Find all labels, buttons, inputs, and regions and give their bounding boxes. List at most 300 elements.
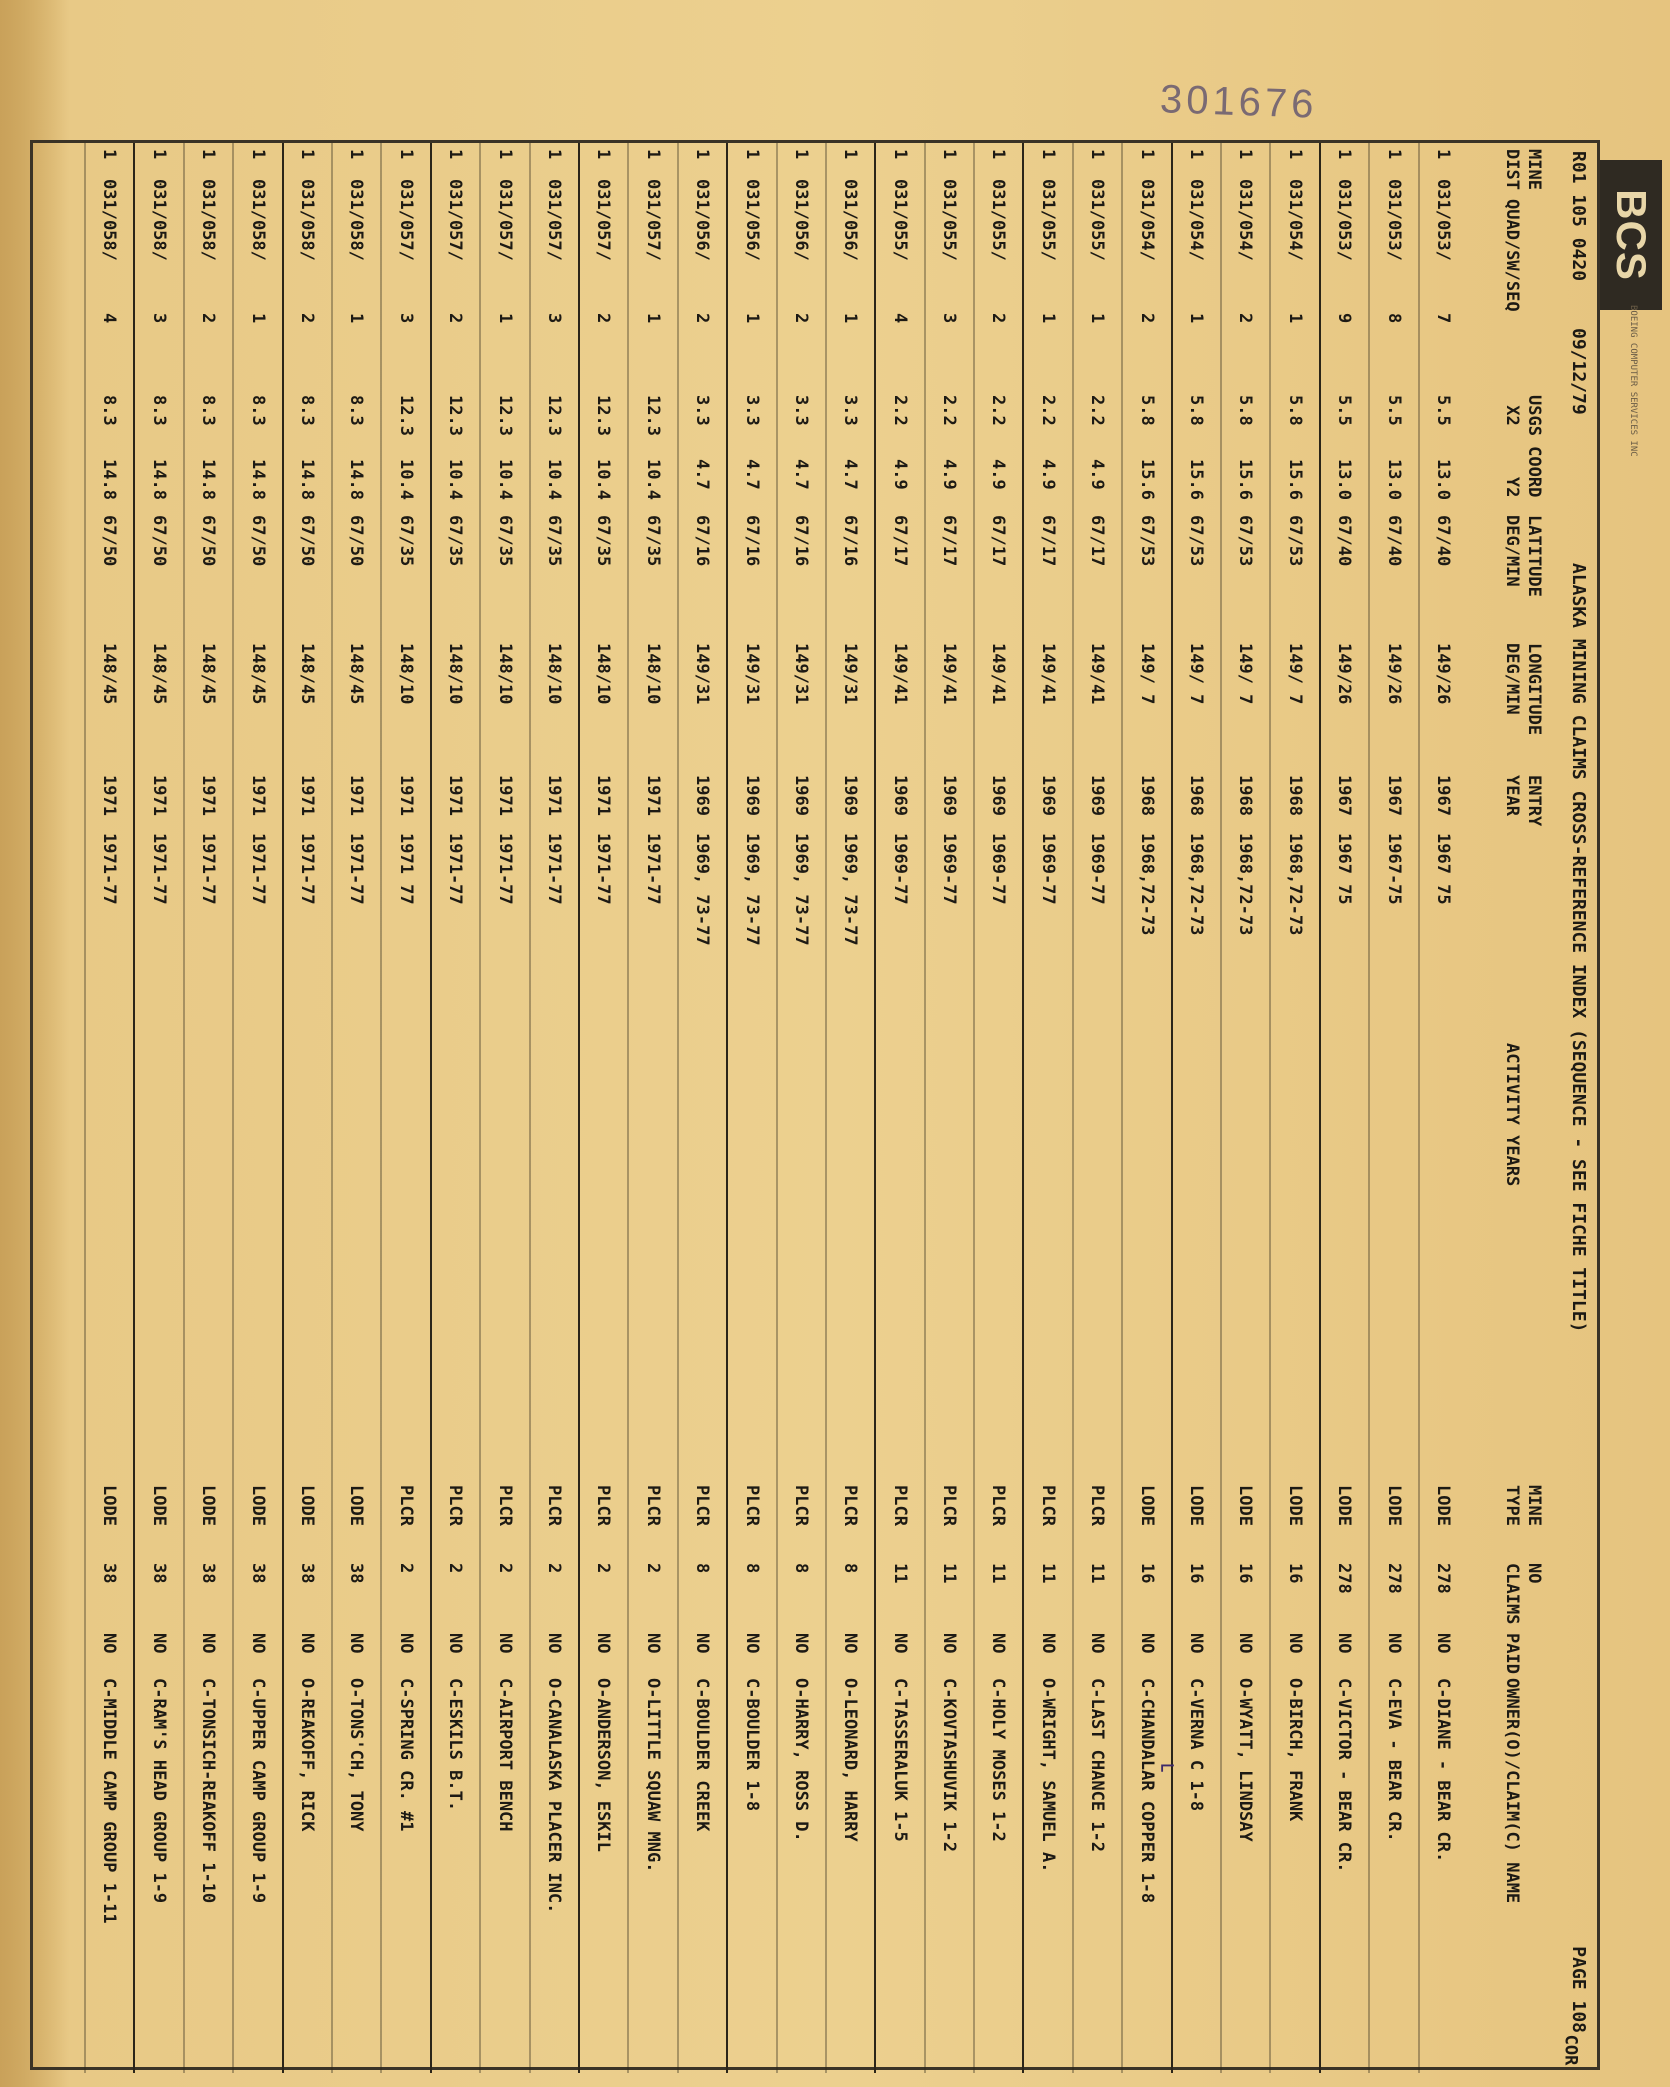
cell-sw: 1 bbox=[1087, 313, 1108, 324]
cell-y2: 14.8 bbox=[346, 459, 367, 500]
cell-owner: C-ESKILS B.T. bbox=[445, 1678, 466, 1812]
cell-y2: 14.8 bbox=[297, 459, 318, 500]
cell-quad: 031/057/ bbox=[445, 179, 466, 261]
cell-owner: C-VICTOR - BEAR CR. bbox=[1334, 1678, 1355, 1873]
table-row bbox=[183, 143, 232, 2073]
bcs-logo bbox=[1600, 160, 1662, 310]
cell-type: PLCR bbox=[494, 1485, 515, 1526]
cell-paid: NO bbox=[692, 1633, 713, 1654]
cell-x2: 3.3 bbox=[840, 395, 861, 426]
cell-y2: 10.4 bbox=[494, 459, 515, 500]
cell-entry: 1969 bbox=[840, 775, 861, 816]
cell-quad: 031/058/ bbox=[346, 179, 367, 261]
page-indicator bbox=[1568, 1946, 1589, 2033]
cell-quad: 031/054/ bbox=[1235, 179, 1256, 261]
cell-x2: 8.3 bbox=[346, 395, 367, 426]
cell-y2: 10.4 bbox=[445, 459, 466, 500]
cell-y2: 10.4 bbox=[593, 459, 614, 500]
cell-owner: C-CHANDALAR COPPER 1-8 bbox=[1136, 1678, 1157, 1904]
cell-y2: 15.6 bbox=[1235, 459, 1256, 500]
cell-x2: 8.3 bbox=[198, 395, 219, 426]
cell-y2: 14.8 bbox=[247, 459, 268, 500]
cell-quad: 031/057/ bbox=[642, 179, 663, 261]
cell-y2: 14.8 bbox=[99, 459, 120, 500]
cell-quad: 031/054/ bbox=[1284, 179, 1305, 261]
cell-activity: 1971-77 bbox=[445, 833, 466, 905]
cell-type: PLCR bbox=[445, 1485, 466, 1526]
cell-x2: 8.3 bbox=[148, 395, 169, 426]
cell-x2: 12.3 bbox=[642, 395, 663, 436]
cell-entry: 1971 bbox=[395, 775, 416, 816]
cell-entry: 1971 bbox=[247, 775, 268, 816]
cell-lon: 149/31 bbox=[790, 643, 811, 705]
cell-paid: NO bbox=[99, 1633, 120, 1654]
cell-entry: 1968 bbox=[1284, 775, 1305, 816]
cell-owner: C-DIANE - BEAR CR. bbox=[1433, 1678, 1453, 1863]
cell-type: PLCR bbox=[988, 1485, 1009, 1526]
cell-y2: 15.6 bbox=[1136, 459, 1157, 500]
cell-entry: 1967 bbox=[1383, 775, 1404, 816]
cell-owner: C-EVA - BEAR CR. bbox=[1383, 1678, 1404, 1842]
cell-y2: 4.9 bbox=[939, 459, 960, 490]
cell-x2: 3.3 bbox=[741, 395, 762, 426]
cell-lat: 67/35 bbox=[642, 515, 663, 567]
cell-sw: 1 bbox=[346, 313, 367, 324]
cell-owner: O-CANALASKA PLACER INC. bbox=[543, 1678, 564, 1914]
cell-paid: NO bbox=[1037, 1633, 1058, 1654]
cell-dist: 1 bbox=[939, 149, 960, 160]
cell-lon: 148/45 bbox=[247, 643, 268, 705]
cell-lon: 149/31 bbox=[741, 643, 762, 705]
cell-owner: O-WYATT, LINDSAY bbox=[1235, 1678, 1256, 1842]
cell-claims: 38 bbox=[346, 1563, 367, 1584]
cell-paid: NO bbox=[346, 1633, 367, 1654]
cell-x2: 2.2 bbox=[1087, 395, 1108, 426]
cell-type: PLCR bbox=[642, 1485, 663, 1526]
cell-type: LODE bbox=[99, 1485, 120, 1526]
cell-claims: 2 bbox=[593, 1563, 614, 1574]
cell-lat: 67/17 bbox=[889, 515, 910, 567]
table-row bbox=[133, 143, 182, 2073]
cell-type: PLCR bbox=[1087, 1485, 1108, 1526]
claims-table bbox=[84, 143, 1467, 2073]
cell-sw: 1 bbox=[1037, 313, 1058, 324]
cell-lat: 67/35 bbox=[395, 515, 416, 567]
report-header bbox=[1475, 143, 1603, 2073]
cell-entry: 1969 bbox=[741, 775, 762, 816]
cell-lat: 67/50 bbox=[148, 515, 169, 567]
cell-lat: 67/40 bbox=[1334, 515, 1355, 567]
cell-type: LODE bbox=[1433, 1485, 1453, 1526]
cell-quad: 031/055/ bbox=[939, 179, 960, 261]
cell-entry: 1968 bbox=[1136, 775, 1157, 816]
cell-lon: 148/10 bbox=[642, 643, 663, 705]
col-quad: QUAD/SW/SEQ bbox=[1502, 199, 1522, 312]
cell-lat: 67/50 bbox=[297, 515, 318, 567]
cell-paid: NO bbox=[988, 1633, 1009, 1654]
cell-lat: 67/40 bbox=[1383, 515, 1404, 567]
cell-x2: 5.8 bbox=[1186, 395, 1207, 426]
cell-quad: 031/057/ bbox=[543, 179, 564, 261]
col-claims: NO CLAIMS bbox=[1502, 1563, 1544, 1625]
cell-quad: 031/055/ bbox=[988, 179, 1009, 261]
cell-activity: 1967 75 bbox=[1433, 833, 1453, 905]
cell-owner: C-TONSICH-REAKOFF 1-10 bbox=[198, 1678, 219, 1904]
cell-lat: 67/35 bbox=[494, 515, 515, 567]
cell-type: LODE bbox=[1334, 1485, 1355, 1526]
cell-type: PLCR bbox=[1037, 1485, 1058, 1526]
cell-dist: 1 bbox=[198, 149, 219, 160]
cell-quad: 031/055/ bbox=[889, 179, 910, 261]
table-row bbox=[1319, 143, 1368, 2073]
cell-activity: 1968,72-73 bbox=[1235, 833, 1256, 936]
cell-entry: 1971 bbox=[642, 775, 663, 816]
cell-activity: 1971 77 bbox=[395, 833, 416, 905]
cell-entry: 1971 bbox=[445, 775, 466, 816]
cell-claims: 11 bbox=[988, 1563, 1009, 1584]
cell-quad: 031/053/ bbox=[1383, 179, 1404, 261]
cell-x2: 5.8 bbox=[1284, 395, 1305, 426]
cell-dist: 1 bbox=[1433, 149, 1453, 160]
table-row bbox=[825, 143, 874, 2073]
cell-lon: 149/26 bbox=[1334, 643, 1355, 705]
cell-dist: 1 bbox=[445, 149, 466, 160]
cell-entry: 1971 bbox=[543, 775, 564, 816]
cell-quad: 031/053/ bbox=[1433, 179, 1453, 261]
cell-entry: 1969 bbox=[1087, 775, 1108, 816]
cell-entry: 1971 bbox=[346, 775, 367, 816]
cell-entry: 1971 bbox=[198, 775, 219, 816]
cell-entry: 1969 bbox=[889, 775, 910, 816]
cell-paid: NO bbox=[1087, 1633, 1108, 1654]
cell-lat: 67/17 bbox=[939, 515, 960, 567]
cell-y2: 4.9 bbox=[988, 459, 1009, 490]
table-row bbox=[924, 143, 973, 2073]
cell-owner: C-KOVTASHUVIK 1-2 bbox=[939, 1678, 960, 1852]
cell-sw: 2 bbox=[1136, 313, 1157, 324]
cell-claims: 8 bbox=[692, 1563, 713, 1574]
col-type: MINE TYPE bbox=[1502, 1485, 1544, 1526]
cell-y2: 4.9 bbox=[1037, 459, 1058, 490]
cell-paid: NO bbox=[1186, 1633, 1207, 1654]
table-row bbox=[430, 143, 479, 2073]
cell-entry: 1969 bbox=[988, 775, 1009, 816]
cell-lat: 67/16 bbox=[741, 515, 762, 567]
cell-sw: 3 bbox=[395, 313, 416, 324]
cell-sw: 2 bbox=[445, 313, 466, 324]
cell-dist: 1 bbox=[1383, 149, 1404, 160]
cell-lat: 67/50 bbox=[346, 515, 367, 567]
cell-lon: 149/41 bbox=[988, 643, 1009, 705]
table-row bbox=[529, 143, 578, 2073]
cell-x2: 3.3 bbox=[692, 395, 713, 426]
cell-quad: 031/058/ bbox=[148, 179, 169, 261]
report-date: 09/12/79 bbox=[1568, 328, 1589, 415]
cell-lat: 67/35 bbox=[445, 515, 466, 567]
cell-dist: 1 bbox=[1136, 149, 1157, 160]
cell-quad: 031/054/ bbox=[1186, 179, 1207, 261]
col-entry: ENTRY YEAR bbox=[1502, 775, 1544, 827]
cell-activity: 1969, 73-77 bbox=[741, 833, 762, 946]
cell-paid: NO bbox=[1334, 1633, 1355, 1654]
cell-paid: NO bbox=[741, 1633, 762, 1654]
cell-activity: 1971-77 bbox=[593, 833, 614, 905]
cell-lon: 148/45 bbox=[148, 643, 169, 705]
table-row bbox=[1121, 143, 1170, 2073]
cell-dist: 1 bbox=[494, 149, 515, 160]
cell-x2: 12.3 bbox=[543, 395, 564, 436]
cell-activity: 1967 75 bbox=[1334, 833, 1355, 905]
cell-x2: 12.3 bbox=[395, 395, 416, 436]
cell-type: PLCR bbox=[889, 1485, 910, 1526]
cell-sw: 2 bbox=[790, 313, 811, 324]
cell-paid: NO bbox=[1383, 1633, 1404, 1654]
cell-quad: 031/056/ bbox=[790, 179, 811, 261]
table-row bbox=[776, 143, 825, 2073]
cell-activity: 1967-75 bbox=[1383, 833, 1404, 905]
cell-paid: NO bbox=[1284, 1633, 1305, 1654]
cell-lon: 148/10 bbox=[395, 643, 416, 705]
cell-activity: 1969-77 bbox=[889, 833, 910, 905]
cell-y2: 4.7 bbox=[692, 459, 713, 490]
table-row bbox=[1269, 143, 1318, 2073]
cell-claims: 11 bbox=[889, 1563, 910, 1584]
col-lon: LONGITUDE DEG/MIN bbox=[1502, 643, 1544, 736]
cell-claims: 2 bbox=[445, 1563, 466, 1574]
cell-dist: 1 bbox=[297, 149, 318, 160]
cell-lon: 148/10 bbox=[494, 643, 515, 705]
cell-activity: 1969, 73-77 bbox=[790, 833, 811, 946]
cell-paid: NO bbox=[395, 1633, 416, 1654]
cell-dist: 1 bbox=[543, 149, 564, 160]
cell-activity: 1969-77 bbox=[988, 833, 1009, 905]
cell-claims: 278 bbox=[1433, 1563, 1453, 1594]
cell-type: PLCR bbox=[593, 1485, 614, 1526]
cell-sw: 1 bbox=[642, 313, 663, 324]
cell-lat: 67/50 bbox=[99, 515, 120, 567]
cell-lon: 149/41 bbox=[939, 643, 960, 705]
cell-claims: 11 bbox=[1087, 1563, 1108, 1584]
report-id: R01 105 0420 bbox=[1568, 151, 1589, 282]
cell-claims: 38 bbox=[247, 1563, 268, 1584]
cell-sw: 2 bbox=[1235, 313, 1256, 324]
cell-entry: 1969 bbox=[939, 775, 960, 816]
cell-x2: 5.5 bbox=[1334, 395, 1355, 426]
cell-paid: NO bbox=[642, 1633, 663, 1654]
cell-sw: 2 bbox=[297, 313, 318, 324]
cell-paid: NO bbox=[840, 1633, 861, 1654]
cell-lat: 67/35 bbox=[543, 515, 564, 567]
cell-sw: 7 bbox=[1433, 313, 1453, 324]
cell-owner: O-LITTLE SQUAW MNG. bbox=[642, 1678, 663, 1873]
cell-y2: 10.4 bbox=[543, 459, 564, 500]
cell-claims: 11 bbox=[1037, 1563, 1058, 1584]
cell-x2: 5.8 bbox=[1235, 395, 1256, 426]
cell-y2: 13.0 bbox=[1334, 459, 1355, 500]
cell-y2: 14.8 bbox=[148, 459, 169, 500]
cell-claims: 2 bbox=[395, 1563, 416, 1574]
cell-activity: 1971-77 bbox=[99, 833, 120, 905]
cell-lat: 67/50 bbox=[198, 515, 219, 567]
cell-claims: 16 bbox=[1235, 1563, 1256, 1584]
cell-type: LODE bbox=[148, 1485, 169, 1526]
col-lat: LATITUDE DEG/MIN bbox=[1502, 515, 1544, 597]
cell-lat: 67/16 bbox=[692, 515, 713, 567]
table-row bbox=[874, 143, 923, 2073]
cell-x2: 3.3 bbox=[790, 395, 811, 426]
cell-sw: 9 bbox=[1334, 313, 1355, 324]
cell-claims: 16 bbox=[1186, 1563, 1207, 1584]
cell-activity: 1968,72-73 bbox=[1284, 833, 1305, 936]
cell-type: PLCR bbox=[395, 1485, 416, 1526]
cell-activity: 1971-77 bbox=[543, 833, 564, 905]
cell-dist: 1 bbox=[1284, 149, 1305, 160]
col-paid: PAID bbox=[1502, 1633, 1522, 1674]
cell-lat: 67/53 bbox=[1284, 515, 1305, 567]
cell-sw: 8 bbox=[1383, 313, 1404, 324]
cell-dist: 1 bbox=[148, 149, 169, 160]
cell-quad: 031/055/ bbox=[1037, 179, 1058, 261]
cell-y2: 4.7 bbox=[840, 459, 861, 490]
cell-dist: 1 bbox=[1235, 149, 1256, 160]
cell-owner: C-AIRPORT BENCH bbox=[494, 1678, 515, 1832]
cell-lat: 67/16 bbox=[790, 515, 811, 567]
cell-paid: NO bbox=[593, 1633, 614, 1654]
cell-lon: 149/ 7 bbox=[1136, 643, 1157, 705]
cell-dist: 1 bbox=[889, 149, 910, 160]
cell-sw: 3 bbox=[939, 313, 960, 324]
cell-sw: 1 bbox=[840, 313, 861, 324]
cell-dist: 1 bbox=[346, 149, 367, 160]
col-usgs: USGS COORD X2 Y2 bbox=[1502, 395, 1544, 498]
cell-claims: 11 bbox=[939, 1563, 960, 1584]
cell-owner: O-WRIGHT, SAMUEL A. bbox=[1037, 1678, 1058, 1873]
cell-paid: NO bbox=[1136, 1633, 1157, 1654]
cell-paid: NO bbox=[148, 1633, 169, 1654]
cell-owner: O-HARRY, ROSS D. bbox=[790, 1678, 811, 1842]
cell-paid: NO bbox=[297, 1633, 318, 1654]
cell-activity: 1968,72-73 bbox=[1186, 833, 1207, 936]
cell-x2: 5.5 bbox=[1383, 395, 1404, 426]
cell-lon: 149/ 7 bbox=[1235, 643, 1256, 705]
cell-quad: 031/058/ bbox=[297, 179, 318, 261]
cell-activity: 1971-77 bbox=[247, 833, 268, 905]
cell-x2: 2.2 bbox=[939, 395, 960, 426]
cell-type: LODE bbox=[1235, 1485, 1256, 1526]
stamp-number: 301676 bbox=[1159, 77, 1319, 127]
cell-sw: 2 bbox=[198, 313, 219, 324]
cell-x2: 2.2 bbox=[1037, 395, 1058, 426]
cell-claims: 2 bbox=[642, 1563, 663, 1574]
cell-lon: 149/41 bbox=[1087, 643, 1108, 705]
cell-quad: 031/056/ bbox=[692, 179, 713, 261]
cell-entry: 1968 bbox=[1186, 775, 1207, 816]
cell-owner: O-TONS'CH, TONY bbox=[346, 1678, 367, 1832]
cell-sw: 1 bbox=[1284, 313, 1305, 324]
rotated-report bbox=[33, 143, 1603, 2073]
cell-owner: C-TASSERALUK 1-5 bbox=[889, 1678, 910, 1842]
cell-type: PLCR bbox=[741, 1485, 762, 1526]
cell-entry: 1969 bbox=[692, 775, 713, 816]
cell-dist: 1 bbox=[99, 149, 120, 160]
cell-y2: 15.6 bbox=[1186, 459, 1207, 500]
cell-type: LODE bbox=[1383, 1485, 1404, 1526]
table-row bbox=[282, 143, 331, 2073]
cell-claims: 38 bbox=[198, 1563, 219, 1584]
table-row bbox=[726, 143, 775, 2073]
cell-owner: O-BIRCH, FRANK bbox=[1284, 1678, 1305, 1822]
cell-y2: 10.4 bbox=[395, 459, 416, 500]
cell-entry: 1969 bbox=[790, 775, 811, 816]
table-row bbox=[84, 143, 133, 2073]
cell-quad: 031/057/ bbox=[593, 179, 614, 261]
cell-claims: 8 bbox=[741, 1563, 762, 1574]
cell-lat: 67/17 bbox=[1037, 515, 1058, 567]
cell-x2: 2.2 bbox=[889, 395, 910, 426]
cell-dist: 1 bbox=[790, 149, 811, 160]
cell-dist: 1 bbox=[741, 149, 762, 160]
cell-lat: 67/50 bbox=[247, 515, 268, 567]
cell-type: PLCR bbox=[692, 1485, 713, 1526]
cell-lat: 67/53 bbox=[1235, 515, 1256, 567]
cell-claims: 38 bbox=[148, 1563, 169, 1584]
cell-lat: 67/53 bbox=[1186, 515, 1207, 567]
cell-y2: 10.4 bbox=[642, 459, 663, 500]
cell-x2: 2.2 bbox=[988, 395, 1009, 426]
table-row bbox=[1220, 143, 1269, 2073]
cell-sw: 2 bbox=[988, 313, 1009, 324]
cell-quad: 031/056/ bbox=[741, 179, 762, 261]
cell-lon: 148/10 bbox=[593, 643, 614, 705]
cell-claims: 38 bbox=[99, 1563, 120, 1584]
cell-type: PLCR bbox=[939, 1485, 960, 1526]
cell-paid: NO bbox=[198, 1633, 219, 1654]
cell-activity: 1969, 73-77 bbox=[840, 833, 861, 946]
cell-lon: 149/41 bbox=[889, 643, 910, 705]
cell-dist: 1 bbox=[247, 149, 268, 160]
cell-activity: 1971-77 bbox=[148, 833, 169, 905]
cell-activity: 1971-77 bbox=[346, 833, 367, 905]
cell-quad: 031/058/ bbox=[99, 179, 120, 261]
cell-entry: 1971 bbox=[99, 775, 120, 816]
cell-sw: 1 bbox=[1186, 313, 1207, 324]
cell-dist: 1 bbox=[1334, 149, 1355, 160]
col-owner: OWNER(O)/CLAIM(C) NAME bbox=[1502, 1678, 1522, 1904]
page-label: PAGE bbox=[1568, 1946, 1589, 1990]
cell-entry: 1971 bbox=[148, 775, 169, 816]
cell-paid: NO bbox=[445, 1633, 466, 1654]
cell-dist: 1 bbox=[988, 149, 1009, 160]
cell-dist: 1 bbox=[593, 149, 614, 160]
cell-quad: 031/057/ bbox=[494, 179, 515, 261]
cell-paid: NO bbox=[543, 1633, 564, 1654]
cell-type: LODE bbox=[297, 1485, 318, 1526]
cell-x2: 5.5 bbox=[1433, 395, 1453, 426]
cell-lat: 67/17 bbox=[1087, 515, 1108, 567]
cell-y2: 13.0 bbox=[1433, 459, 1453, 500]
cell-x2: 12.3 bbox=[494, 395, 515, 436]
cell-sw: 4 bbox=[889, 313, 910, 324]
cell-claims: 8 bbox=[790, 1563, 811, 1574]
cell-owner: C-BOULDER CREEK bbox=[692, 1678, 713, 1832]
bcs-logo-text: BCS bbox=[1608, 189, 1655, 281]
cell-sw: 2 bbox=[692, 313, 713, 324]
cell-type: LODE bbox=[346, 1485, 367, 1526]
cell-dist: 1 bbox=[692, 149, 713, 160]
table-row bbox=[479, 143, 528, 2073]
table-row bbox=[331, 143, 380, 2073]
table-row bbox=[1022, 143, 1071, 2073]
